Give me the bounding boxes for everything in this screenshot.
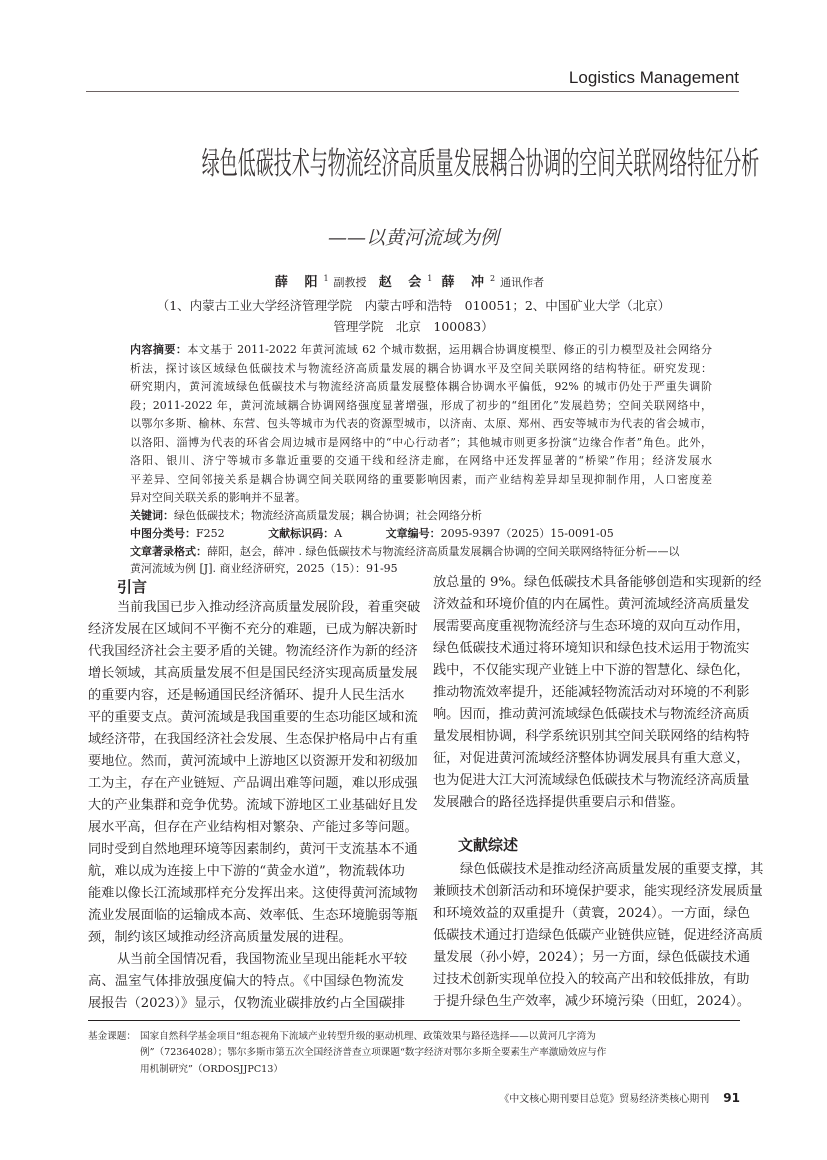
keywords-label: 关键词：	[130, 509, 174, 522]
body-text-line: 颈，制约该区域推动经济高质量发展的进程。	[88, 930, 352, 945]
page-footer	[499, 1090, 740, 1108]
classification-row	[130, 525, 614, 542]
doc-code-value: A	[334, 527, 343, 540]
doc-code-label: 文献标识码：	[268, 527, 335, 540]
funding-line: 例”（72364028）；鄂尔多斯市第五次全国经济普查立项课题“数字经济对鄂尔多斯全要素生产率激励效应与作	[140, 1047, 607, 1058]
abstract-line: 平差异、空间邻接关系是耦合协调空间关联网络的重要影响因素，而产业结构差异却呈现抑制作用，人口密度差	[130, 472, 712, 486]
author-affiliation-mark: 1	[427, 273, 433, 283]
classification-value: F252	[196, 527, 225, 540]
article-no-value: 2095-9397（2025）15-0091-05	[440, 527, 614, 540]
article-title	[0, 146, 827, 182]
abstract-line: 析法，探讨该区域绿色低碳技术与物流经济高质量发展的耦合协调水平及空间关联网络的结构特征。研究发现：	[130, 361, 712, 375]
author-affiliation-mark: 2	[489, 273, 496, 283]
author-affiliation-mark: 1	[323, 273, 329, 283]
author-line	[0, 274, 827, 292]
author-name: 薛 阳	[274, 275, 324, 290]
body-text-line: 工为主，存在产业链短、产品调出难等问题，难以形成强	[88, 776, 418, 791]
body-text-line: 也为促进大江大河流域绿色低碳技术与物流经济高质量	[433, 773, 750, 788]
citation-label: 文章著录格式：	[130, 545, 207, 558]
author-name: 薛 冲	[441, 275, 490, 290]
footnote-divider	[88, 1020, 740, 1021]
body-text-line: 于提升绿色生产效率，减少环境污染（田虹，2024）。	[433, 994, 751, 1009]
body-text-line: 绿色低碳技术是推动经济高质量发展的重要支撑，其	[460, 862, 764, 877]
citation	[130, 543, 712, 560]
section-heading-introduction: 引言	[117, 578, 148, 596]
body-text-line: 代我国经济社会主要矛盾的关键。物流经济作为新的经济	[88, 644, 418, 659]
body-text-line: 域经济带，在我国经济社会发展、生态保护格局中占有重	[88, 732, 418, 747]
abstract-line: 段；2011-2022 年，黄河流域耦合协调网络强度显著增强，形成了初步的“组团化”发展趋势；空间关联网络中，	[130, 398, 712, 412]
body-text-line: 放总量的 9%。绿色低碳技术具备能够创造和实现新的经	[433, 575, 762, 590]
body-text-line: 量发展（孙小婷，2024）；另一方面，绿色低碳技术通	[433, 950, 751, 965]
article-no-label: 文章编号：	[385, 527, 441, 540]
abstract-line: 洛阳、银川、济宁等城市多靠近重要的交通干线和经济走廊，在网络中还发挥显著的“桥梁”作用；经济发展水	[130, 454, 712, 467]
body-text-line: 低碳技术通过打造绿色低碳产业链供应链，促进经济高质	[433, 928, 763, 943]
page-number: 91	[723, 1091, 740, 1105]
body-text-line: 和环境效益的双重提升（黄寰，2024）。一方面，绿色	[433, 906, 751, 921]
abstract-line	[130, 341, 712, 358]
classification-label: 中图分类号：	[130, 527, 196, 540]
body-text-line: 经济发展在区域间不平衡不充分的难题，已成为解决新时	[88, 622, 418, 637]
body-text-line: 从当前全国情况看，我国物流业呈现出能耗水平较	[117, 952, 408, 967]
funding-label: 基金课题：	[88, 1031, 136, 1042]
section-heading-literature-review: 文献综述	[458, 836, 519, 854]
header-divider	[86, 91, 739, 92]
abstract-line: 研究期内，黄河流域绿色低碳技术与物流经济高质量发展整体耦合协调水平偏低，92% 的城市仍处于严重失调阶	[130, 380, 712, 393]
abstract-line: 以鄂尔多斯、榆林、东营、包头等城市为代表的资源型城市，以济南、太原、郑州、西安等城市为代表的省会城市，	[130, 417, 712, 430]
funding-line: 国家自然科学基金项目“组态视角下流域产业转型升级的驱动机理、政策效果与路径选择——以黄河几字湾为	[140, 1031, 596, 1042]
body-text-line: 征，对促进黄河流域经济整体协调发展具有重大意义，	[433, 751, 750, 766]
body-text-line: 平的重要支点。黄河流域是我国重要的生态功能区域和流	[88, 710, 418, 725]
author-name: 赵 会	[378, 275, 428, 290]
keywords	[130, 507, 482, 524]
body-text-line: 高、温室气体排放强度偏大的特点。《中国绿色物流发	[88, 974, 404, 989]
body-text-line: 的重要内容，还是畅通国民经济循环、提升人民生活水	[88, 688, 405, 703]
author-role: 副教授	[333, 276, 367, 289]
body-text-line: 展需要高度重视物流经济与生态环境的双向互动作用，	[433, 619, 750, 634]
body-text-line: 量发展相协调，科学系统识别其空间关联网络的结构特	[433, 729, 750, 744]
article-subtitle: ——以黄河流域为例	[327, 227, 499, 249]
funding-line: 用机制研究”（ORDOSJJPC13）	[140, 1064, 283, 1075]
abstract-text: 本文基于 2011-2022 年黄河流域 62 个城市数据，运用耦合协调度模型、修正的引力模型及社会网络分	[187, 343, 713, 356]
footer-journal-note: 《中文核心期刊要目总览》贸易经济类核心期刊	[499, 1094, 710, 1105]
article-title-text: 绿色低碳技术与物流经济高质量发展耦合协调的空间关联网络特征分析	[201, 146, 760, 182]
running-head: Logistics Management	[568, 68, 739, 87]
author-role: 通讯作者	[500, 276, 545, 289]
body-text-line: 能难以像长江流域那样充分发挥出来。这使得黄河流域物	[88, 886, 418, 901]
body-text-line: 展报告（2023）》显示，仅物流业碳排放约占全国碳排	[88, 996, 406, 1011]
body-text-line: 展水平高，但存在产业结构相对繁杂、产能过多等问题。	[88, 820, 418, 835]
body-text-line: 增长领域，其高质量发展不但是国民经济实现高质量发展	[88, 666, 418, 681]
body-text-line: 绿色低碳技术通过将环境知识和绿色技术运用于物流实	[433, 641, 750, 656]
body-text-line: 大的产业集群和竞争优势。流域下游地区工业基础好且发	[88, 798, 418, 813]
body-text-line: 同时受到自然地理环境等因素制约，黄河干支流基本不通	[88, 842, 418, 857]
citation-line: 黄河流域为例 [J]. 商业经济研究，2025（15）：91-95	[130, 562, 398, 575]
body-text-line: 过技术创新实现单位投入的较高产出和较低排放，有助	[433, 972, 750, 987]
body-text-line: 发展融合的路径选择提供重要启示和借鉴。	[433, 795, 684, 810]
body-text-line: 要地位。然而，黄河流域中上游地区以资源开发和初级加	[88, 754, 418, 769]
abstract-line: 异对空间关联关系的影响并不显著。	[130, 491, 306, 504]
citation-text: 薛阳，赵会，薛冲 . 绿色低碳技术与物流经济高质量发展耦合协调的空间关联网络特征分析——以	[207, 545, 680, 558]
affiliation-line: 管理学院 北京 100083）	[333, 319, 494, 334]
body-text-line: 流业发展面临的运输成本高、效率低、生态环境脆弱等瓶	[88, 908, 418, 923]
body-text-line: 当前我国已步入推动经济高质量发展阶段，着重突破	[117, 600, 421, 615]
body-text-line: 济效益和环境价值的内在属性。黄河流域经济高质量发	[433, 597, 750, 612]
body-text-line: 践中，不仅能实现产业链上中下游的智慧化、绿色化，	[433, 663, 750, 678]
body-text-line: 响。因而，推动黄河流域绿色低碳技术与物流经济高质	[433, 707, 750, 722]
keywords-value: 绿色低碳技术；物流经济高质量发展；耦合协调；社会网络分析	[174, 509, 482, 522]
body-text-line: 推动物流效率提升，还能减轻物流活动对环境的不利影	[433, 685, 750, 700]
body-text-line: 航，难以成为连接上中下游的“黄金水道”，物流载体功	[88, 864, 405, 879]
abstract-line: 以洛阳、淄博为代表的环省会周边城市是网络中的“中心行动者”；其他城市则更多扮演“边缘合作者”角色。此外，	[130, 435, 712, 449]
affiliation-line: （1、内蒙古工业大学经济管理学院 内蒙古呼和浩特 010051；2、中国矿业大学（北京）	[156, 298, 671, 313]
abstract-label: 内容摘要：	[130, 343, 188, 356]
body-text-line: 兼顾技术创新活动和环境保护要求，能实现经济发展质量	[433, 884, 763, 899]
